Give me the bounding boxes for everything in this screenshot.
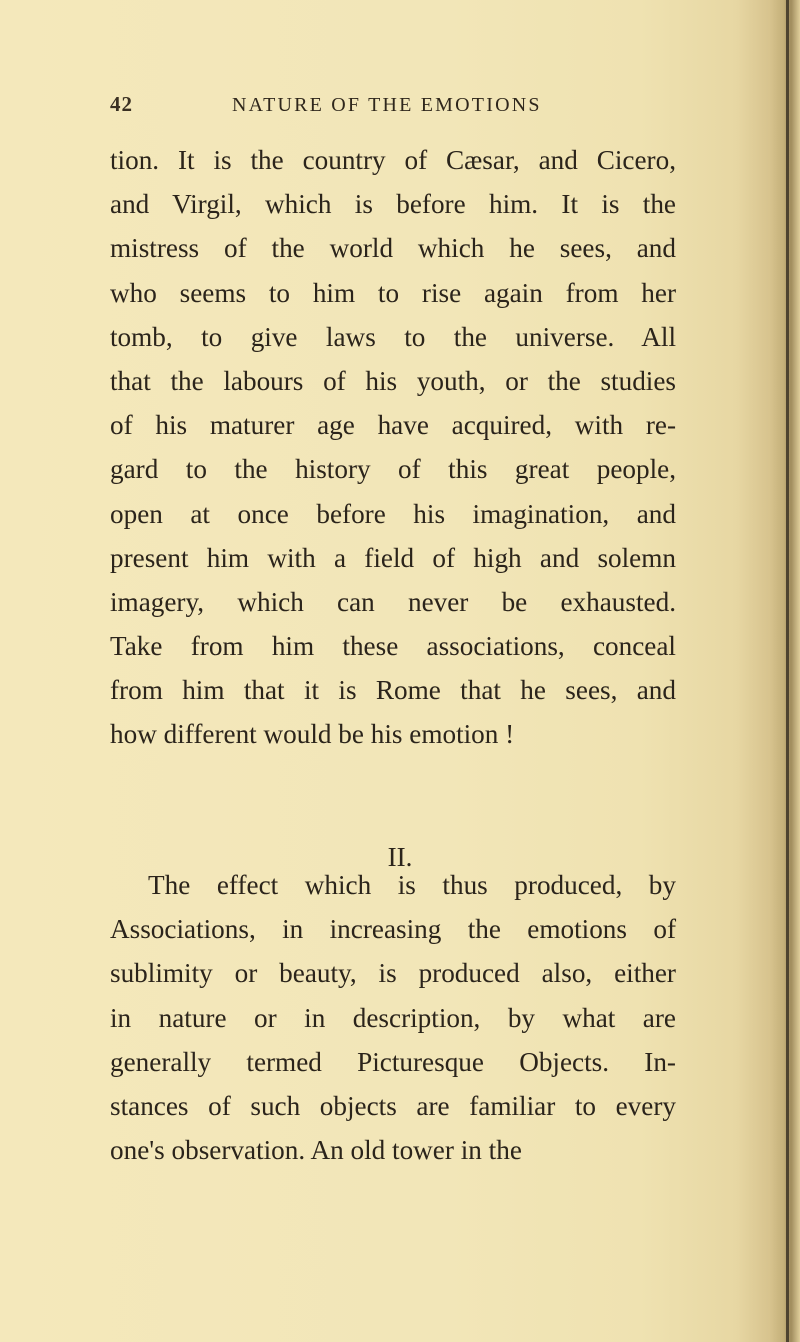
text-line: how different would be his emotion !	[110, 719, 515, 750]
text-line: imagery, which can never be exhausted.	[110, 586, 676, 617]
paragraph-1	[110, 138, 676, 757]
text-line: in nature or in description, by what are	[110, 1002, 676, 1033]
text-line: sublimity or beauty, is produced also, either	[110, 958, 676, 989]
text-line: mistress of the world which he sees, and	[110, 233, 676, 264]
text-line: gard to the history of this great people,	[110, 454, 676, 485]
text-line: generally termed Picturesque Objects. In-	[110, 1046, 676, 1077]
text-line: of his maturer age have acquired, with re-	[110, 410, 676, 441]
text-line: Associations, in increasing the emotions of	[110, 914, 676, 945]
text-line: open at once before his imagination, and	[110, 498, 676, 529]
text-line: present him with a field of high and solemn	[110, 542, 676, 573]
text-line: that the labours of his youth, or the studies	[110, 365, 676, 396]
page-number: 42	[110, 92, 133, 116]
page-edge-shadow	[770, 0, 800, 1342]
text-line: one's observation. An old tower in the	[110, 1135, 522, 1166]
page-header	[0, 92, 800, 122]
text-line: Take from him these associations, conceal	[110, 631, 676, 662]
text-line: tion. It is the country of Cæsar, and Cicero,	[110, 145, 676, 175]
text-line: from him that it is Rome that he sees, and	[110, 675, 676, 706]
running-title: NATURE OF THE EMOTIONS	[232, 94, 542, 116]
section-heading: II.	[387, 842, 413, 872]
text-line: and Virgil, which is before him. It is the	[110, 189, 676, 220]
text-line: tomb, to give laws to the universe. All	[110, 321, 676, 352]
text-line: who seems to him to rise again from her	[110, 277, 676, 308]
text-line: stances of such objects are familiar to every	[110, 1090, 676, 1121]
paragraph-2	[110, 863, 676, 1172]
page-binding-edge	[786, 0, 789, 1342]
text-line: The effect which is thus produced, by	[148, 870, 676, 900]
